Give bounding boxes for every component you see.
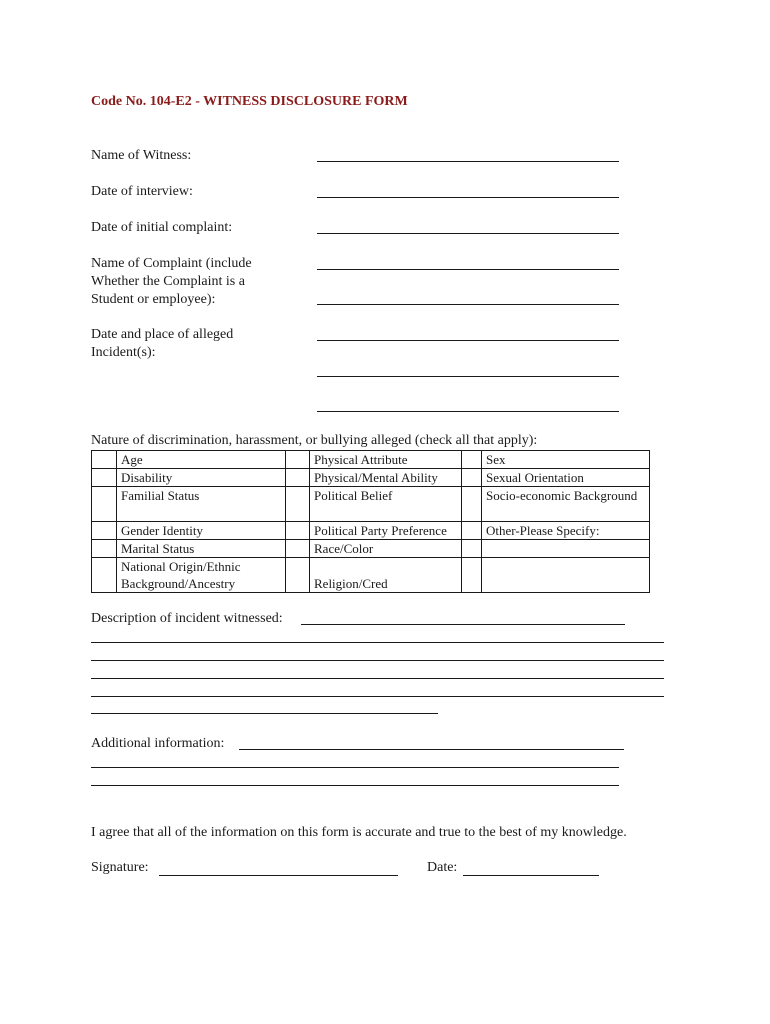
option-label: Other-Please Specify: (482, 522, 650, 540)
complaint-name-line-2[interactable] (317, 304, 619, 305)
incident-line-3[interactable] (317, 411, 619, 412)
date-line[interactable] (463, 875, 599, 876)
table-row (92, 451, 650, 469)
option-label: Disability (117, 469, 286, 487)
additional-info-line[interactable] (91, 767, 619, 768)
age-checkbox[interactable] (92, 451, 117, 469)
option-label: Socio-economic Background (482, 487, 650, 522)
complaint-name-line-1[interactable] (317, 269, 619, 270)
religion-creed-checkbox[interactable] (286, 558, 310, 593)
complaint-date-line[interactable] (317, 233, 619, 234)
political-party-checkbox[interactable] (286, 522, 310, 540)
physical-mental-ability-checkbox[interactable] (286, 469, 310, 487)
other-checkbox[interactable] (462, 522, 482, 540)
option-label: Race/Color (310, 540, 462, 558)
interview-date-line[interactable] (317, 197, 619, 198)
national-origin-checkbox[interactable] (92, 558, 117, 593)
sex-checkbox[interactable] (462, 451, 482, 469)
nature-heading: Nature of discrimination, harassment, or bullying alleged (check all that apply): (91, 433, 538, 448)
agreement-statement: I agree that all of the information on this form is accurate and true to the best of my knowledge. (91, 825, 627, 840)
table-row (92, 487, 650, 522)
interview-date-label: Date of interview: (91, 184, 193, 199)
option-label: Age (117, 451, 286, 469)
option-label: Physical/Mental Ability (310, 469, 462, 487)
description-label: Description of incident witnessed: (91, 611, 283, 626)
option-label: Physical Attribute (310, 451, 462, 469)
other-specify-field[interactable] (482, 540, 650, 558)
race-color-checkbox[interactable] (286, 540, 310, 558)
description-line[interactable] (91, 713, 438, 714)
complaint-name-label-1: Name of Complaint (include (91, 256, 252, 271)
empty-checkbox-cell[interactable] (462, 540, 482, 558)
incident-line-2[interactable] (317, 376, 619, 377)
gender-identity-checkbox[interactable] (92, 522, 117, 540)
physical-attribute-checkbox[interactable] (286, 451, 310, 469)
sexual-orientation-checkbox[interactable] (462, 469, 482, 487)
additional-info-line[interactable] (239, 749, 624, 750)
description-line[interactable] (91, 696, 664, 697)
option-label: Sexual Orientation (482, 469, 650, 487)
table-row (92, 540, 650, 558)
description-line[interactable] (91, 678, 664, 679)
signature-label: Signature: (91, 860, 149, 875)
incident-label-2: Incident(s): (91, 345, 156, 360)
description-line[interactable] (301, 624, 625, 625)
marital-status-checkbox[interactable] (92, 540, 117, 558)
signature-line[interactable] (159, 875, 398, 876)
nature-options-table (91, 450, 650, 593)
table-row (92, 469, 650, 487)
complaint-date-label: Date of initial complaint: (91, 220, 233, 235)
political-belief-checkbox[interactable] (286, 487, 310, 522)
empty-checkbox-cell[interactable] (462, 558, 482, 593)
date-label: Date: (427, 860, 458, 875)
complaint-name-label-3: Student or employee): (91, 292, 216, 307)
socio-economic-checkbox[interactable] (462, 487, 482, 522)
witness-name-line[interactable] (317, 161, 619, 162)
table-row (92, 522, 650, 540)
option-label: Political Belief (310, 487, 462, 522)
option-label: National Origin/Ethnic Background/Ancestry (117, 558, 286, 593)
option-label: Religion/Cred (310, 558, 462, 593)
form-title: Code No. 104-E2 - WITNESS DISCLOSURE FORM (91, 94, 408, 109)
disability-checkbox[interactable] (92, 469, 117, 487)
option-label: Familial Status (117, 487, 286, 522)
option-label: Political Party Preference (310, 522, 462, 540)
option-label: Gender Identity (117, 522, 286, 540)
other-specify-field[interactable] (482, 558, 650, 593)
incident-line-1[interactable] (317, 340, 619, 341)
description-line[interactable] (91, 660, 664, 661)
complaint-name-label-2: Whether the Complaint is a (91, 274, 245, 289)
description-line[interactable] (91, 642, 664, 643)
table-row (92, 558, 650, 593)
additional-info-label: Additional information: (91, 736, 225, 751)
additional-info-line[interactable] (91, 785, 619, 786)
witness-name-label: Name of Witness: (91, 148, 192, 163)
option-label: Sex (482, 451, 650, 469)
familial-status-checkbox[interactable] (92, 487, 117, 522)
option-label: Marital Status (117, 540, 286, 558)
incident-label-1: Date and place of alleged (91, 327, 234, 342)
